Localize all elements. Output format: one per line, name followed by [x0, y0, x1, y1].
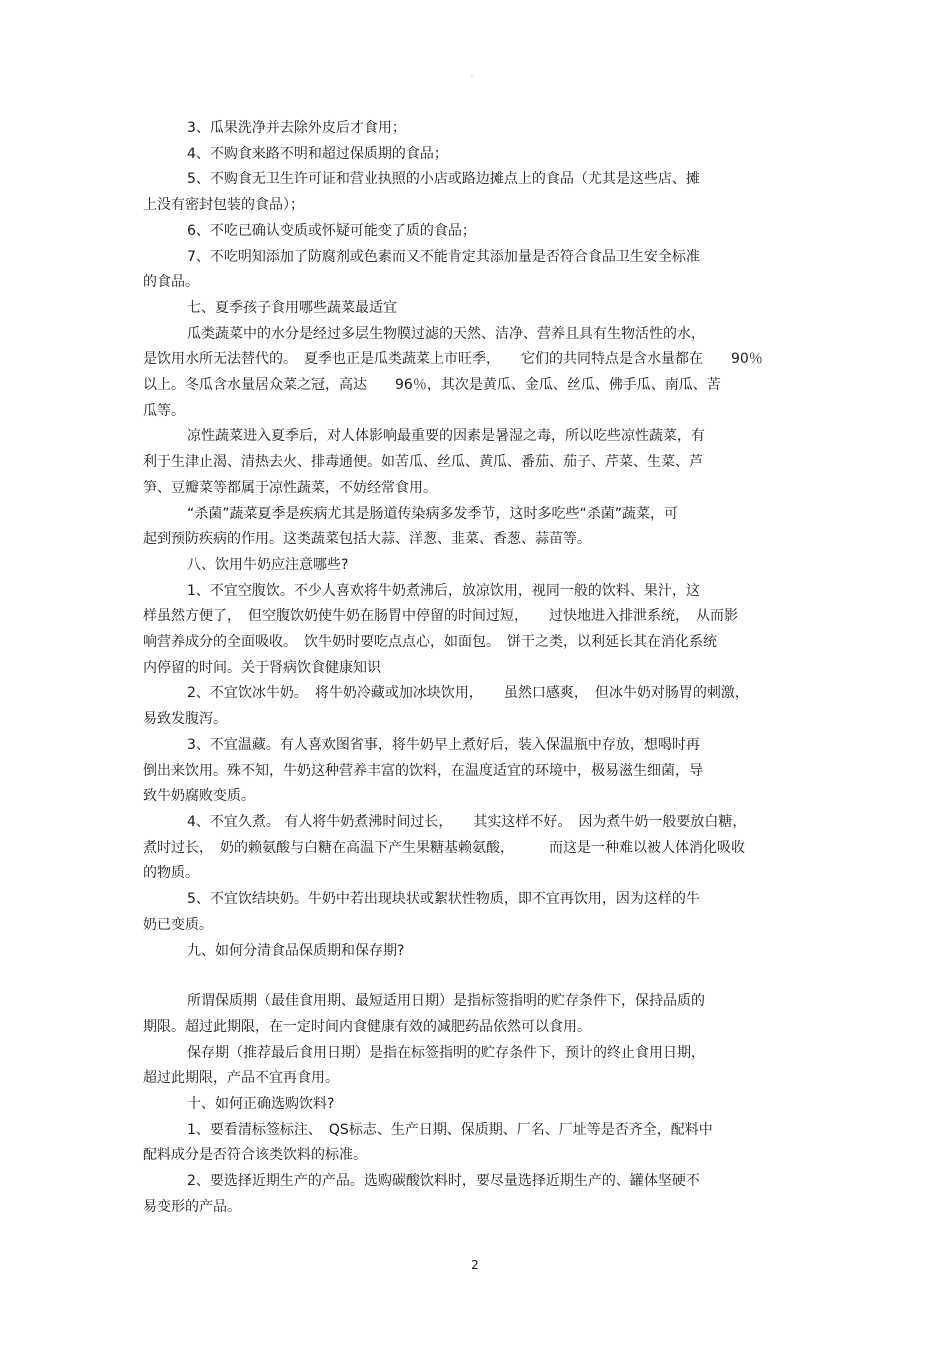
text-line: 易变形的产品。: [143, 1198, 241, 1215]
list-item: 1、不宜空腹饮。不少人喜欢将牛奶煮沸后，放凉饮用，视同一般的饮料、果汁，这: [187, 582, 700, 599]
header-mark: 。: [471, 69, 479, 78]
text-line: 瓜等。: [143, 402, 185, 419]
text-line: 响营养成分的全面吸收。 饮牛奶时要吃点点心，如面包。 饼干之类，以利延长其在消化系统: [143, 634, 717, 651]
list-item: 2、要选择近期生产的产品。选购碳酸饮料时，要尽量选择近期生产的、罐体坚硬不: [187, 1173, 700, 1190]
text-line: 致牛奶腐败变质。: [143, 788, 255, 805]
list-item: 1、要看清标签标注、 QS标志、生产日期、保质期、厂名、厂址等是否齐全，配料中: [187, 1121, 713, 1138]
paragraph-line: 瓜类蔬菜中的水分是经过多层生物膜过滤的天然、洁净、营养且具有生物活性的水，: [187, 325, 705, 342]
text-line: 的物质。: [143, 865, 199, 882]
list-item: 5、不宜饮结块奶。牛奶中若出现块状或絮状性物质，即不宜再饮用，因为这样的牛: [187, 891, 700, 908]
text-line: 是饮用水所无法替代的。 夏季也正是瓜类蔬菜上市旺季， 它们的共同特点是含水量都在 90％: [143, 351, 763, 368]
text-line: 笋、豆瓣菜等都属于凉性蔬菜，不妨经常食用。: [143, 479, 437, 496]
paragraph-line: 凉性蔬菜进入夏季后，对人体影响最重要的因素是暑湿之毒，所以吃些凉性蔬菜，有: [187, 428, 705, 445]
paragraph-line: 所谓保质期（最佳食用期、最短适用日期）是指标签指明的贮存条件下，保持品质的: [187, 993, 705, 1010]
paragraph-line: “杀菌”蔬菜夏季是疾病尤其是肠道传染病多发季节，这时多吃些“杀菌”蔬菜，可: [187, 505, 679, 522]
body-text: [143, 116, 813, 1221]
section-heading: 九、如何分清食品保质期和保存期?: [187, 942, 405, 959]
text-line: 利于生津止渴、清热去火、排毒通便。如苦瓜、丝瓜、黄瓜、番茄、茄子、芹菜、生菜、芦: [143, 454, 703, 471]
text-line: 奶已变质。: [143, 916, 213, 933]
text-line: 期限。超过此期限，在一定时间内食健康有效的减肥药品依然可以食用。: [143, 1018, 591, 1035]
blank-line: [143, 964, 813, 989]
text-line: 煮时过长， 奶的赖氨酸与白糖在高温下产生果糖基赖氨酸， 而这是一种难以被人体消化吸收: [143, 839, 745, 856]
text-line: 配料成分是否符合该类饮料的标准。: [143, 1147, 367, 1164]
text-line: 倒出来饮用。殊不知，牛奶这种营养丰富的饮料，在温度适宜的环境中，极易滋生细菌，导: [143, 762, 703, 779]
text-line: 上没有密封包装的食品）；: [143, 197, 304, 214]
text-line: 起到预防疾病的作用。这类蔬菜包括大蒜、洋葱、韭菜、香葱、蒜苗等。: [143, 531, 591, 548]
section-heading: 八、饮用牛奶应注意哪些?: [187, 556, 349, 573]
text-line: 内停留的时间。关于肾病饮食健康知识: [143, 659, 381, 676]
list-item: 5、不购食无卫生许可证和营业执照的小店或路边摊点上的食品（尤其是这些店、摊: [187, 171, 700, 188]
section-heading: 十、如何正确选购饮料?: [187, 1096, 335, 1113]
list-item: 6、不吃已确认变质或怀疑可能变了质的食品；: [187, 222, 476, 239]
text-line: 的食品。: [143, 274, 199, 291]
list-item: 3、不宜温藏。有人喜欢图省事，将牛奶早上煮好后，装入保温瓶中存放，想喝时再: [187, 736, 700, 753]
section-heading: 七、夏季孩子食用哪些蔬菜最适宜: [187, 299, 397, 316]
text-line: 以上。冬瓜含水量居众菜之冠，高达 96％，其次是黄瓜、金瓜、丝瓜、佛手瓜、南瓜、苦: [143, 377, 721, 394]
list-item: 2、不宜饮冰牛奶。 将牛奶冷藏或加冰块饮用， 虽然口感爽， 但冰牛奶对肠胃的刺激，: [187, 685, 749, 702]
list-item: 4、不购食来路不明和超过保质期的食品；: [187, 145, 448, 162]
list-item: 7、不吃明知添加了防腐剂或色素而又不能肯定其添加量是否符合食品卫生安全标准: [187, 248, 700, 265]
list-item: 4、不宜久煮。 有人将牛奶煮沸时间过长， 其实这样不好。 因为煮牛奶一般要放白糖，: [187, 813, 747, 830]
text-line: 易致发腹泻。: [143, 711, 227, 728]
list-item: 3、瓜果洗净并去除外皮后才食用；: [187, 120, 406, 136]
text-line: 样虽然方便了， 但空腹饮奶使牛奶在肠胃中停留的时间过短， 过快地进入排泄系统， 从而影: [143, 608, 738, 625]
page-number: 2: [471, 1258, 479, 1272]
text-line: 超过此期限，产品不宜再食用。: [143, 1070, 339, 1087]
paragraph-line: 保存期（推荐最后食用日期）是指在标签指明的贮存条件下，预计的终止食用日期，: [187, 1044, 705, 1061]
